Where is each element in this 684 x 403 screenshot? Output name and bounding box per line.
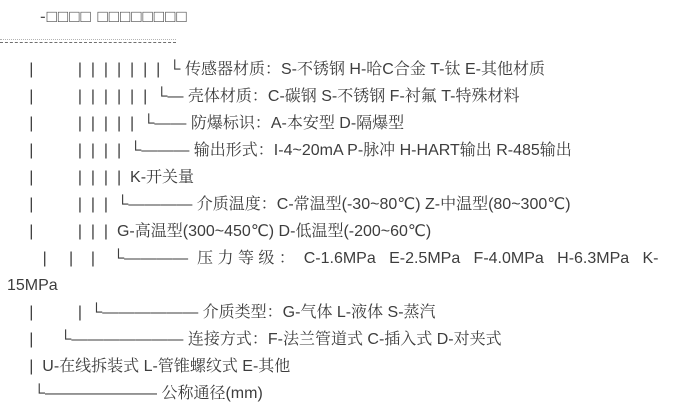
code-line-output-form: | | | | | └——— 输出形式：I-4~20mA P-脉冲 H-HART输出 R-485输出 xyxy=(7,142,572,159)
page-title: -□□□□ □□□□□□□□ xyxy=(40,7,188,26)
code-line-housing-material: | | | | | | | └— 壳体材质：C-碳钢 S-不锈钢 F-衬氟 T-特殊材料 xyxy=(7,88,520,105)
dotted-divider xyxy=(0,39,176,43)
code-line-nominal-diameter: └——————— 公称通径(mm) xyxy=(7,385,263,402)
code-line-output-form-cont: | | | | | K-开关量 xyxy=(7,169,195,186)
code-line-explosion-proof-mark: | | | | | | └—— 防爆标识：A-本安型 D-隔爆型 xyxy=(7,115,405,132)
code-line-medium-type: | | └—————— 介质类型：G-气体 L-液体 S-蒸汽 xyxy=(7,304,436,321)
code-line-pressure-rating: | | | └———— 压 力 等 级 ： C-1.6MPa E-2.5MPa F-4.0MPa H-6.3MPa K- xyxy=(7,250,659,267)
model-code-tree xyxy=(0,56,684,403)
code-line-connection-type: | └——————— 连接方式：F-法兰管道式 C-插入式 D-对夹式 xyxy=(7,331,502,348)
code-line-sensor-material: | | | | | | | | └ 传感器材质：S-不锈钢 H-哈C合金 T-钛 E-其他材质 xyxy=(7,61,545,78)
code-line-medium-temperature: | | | | └———— 介质温度：C-常温型(-30~80℃) Z-中温型(80~300℃) xyxy=(7,196,571,213)
code-line-pressure-rating-cont: 15MPa xyxy=(7,277,58,294)
code-line-medium-temperature-cont: | | | | G-高温型(300~450℃) D-低温型(-200~60℃) xyxy=(7,223,432,240)
code-line-connection-type-cont: | U-在线拆装式 L-管锥螺纹式 E-其他 xyxy=(7,358,291,375)
